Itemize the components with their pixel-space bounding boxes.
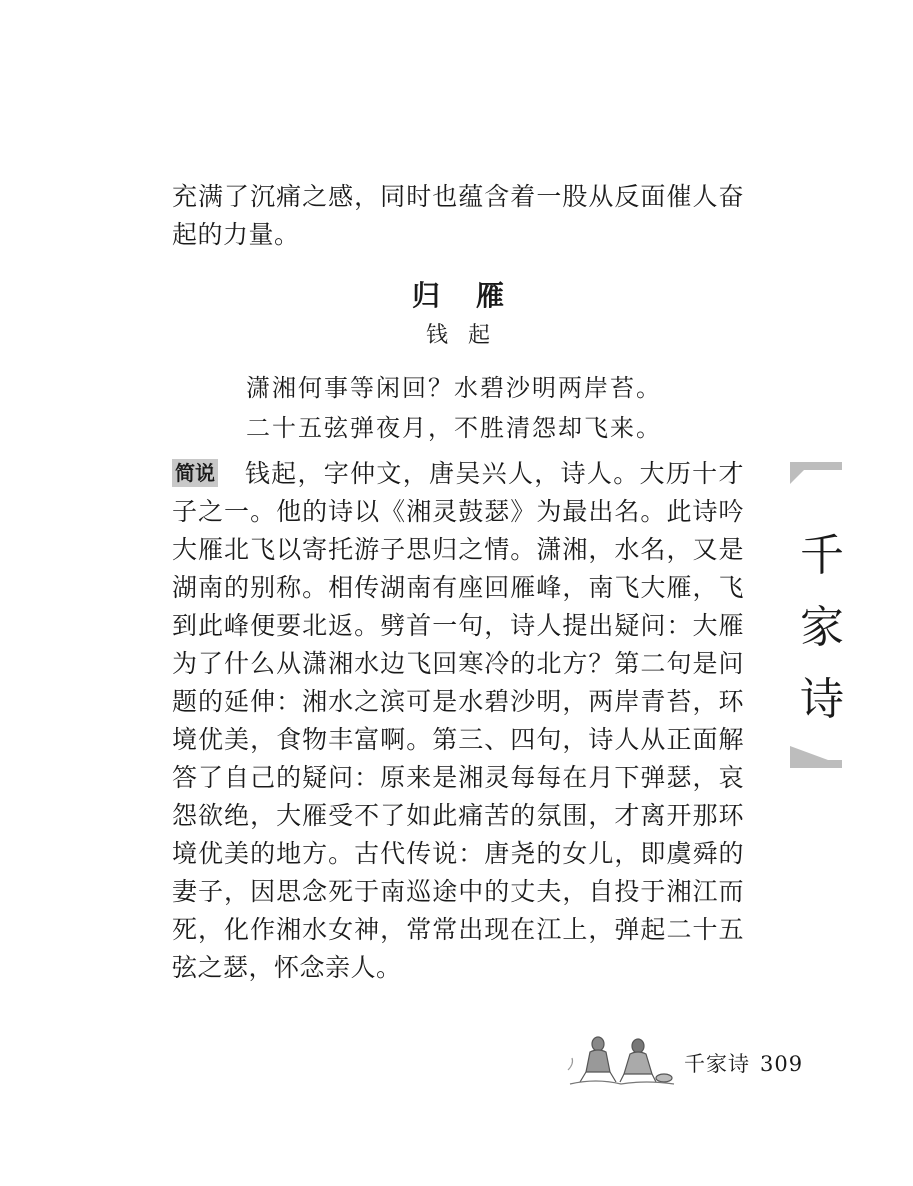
commentary-text: 钱起，字仲文，唐吴兴人，诗人。大历十才子之一。他的诗以《湘灵鼓瑟》为最出名。此诗吟大雁北飞以寄托游子思归之情。潇湘，水名，又是湖南的别称。相传湖南有座回雁峰，南飞大雁，飞到此峰便要北返。劈首一句，诗人提出疑问：大雁为了什么从潇湘水边飞回寒冷的北方？第二句是问题的延伸：湘水之滨可是水碧沙明，两岸青苔，环境优美，食物丰富啊。第三、四句，诗人从正面解答了自己的疑问：原来是湘灵每每在月下弹瑟，哀怨欲绝，大雁受不了如此痛苦的氛围，才离开那环境优美的地方。古代传说：唐尧的女儿，即虞舜的妻子，因思念死于南巡途中的丈夫，自投于湘江而死，化作湘水女神，常常出现在江上，弹起二十五弦之瑟，怀念亲人。 bbox=[172, 459, 744, 982]
poem-body bbox=[246, 368, 662, 448]
side-tab-char: 千 bbox=[800, 530, 844, 581]
bracket-top-icon bbox=[790, 462, 842, 484]
footer-book-title: 千家诗 bbox=[684, 1052, 750, 1076]
bracket-bottom-icon bbox=[790, 746, 842, 768]
side-tab-char: 诗 bbox=[800, 674, 844, 725]
poem-author: 钱起 bbox=[425, 323, 510, 348]
poem-line: 潇湘何事等闲回？水碧沙明两岸苔。 bbox=[246, 374, 662, 402]
scholars-illustration-icon bbox=[566, 1030, 676, 1086]
poem-line: 二十五弦弹夜月，不胜清怨却飞来。 bbox=[246, 414, 662, 442]
side-tab-char: 家 bbox=[800, 602, 844, 653]
side-tab bbox=[790, 462, 850, 768]
poem-title: 归雁 bbox=[411, 279, 540, 312]
side-tab-title bbox=[800, 520, 850, 736]
commentary-paragraph bbox=[172, 455, 744, 987]
page-footer bbox=[684, 1048, 803, 1078]
page-number: 309 bbox=[760, 1052, 804, 1076]
intro-paragraph: 充满了沉痛之感，同时也蕴含着一股从反面催人奋起的力量。 bbox=[172, 182, 744, 249]
commentary-badge: 简说 bbox=[172, 459, 218, 487]
